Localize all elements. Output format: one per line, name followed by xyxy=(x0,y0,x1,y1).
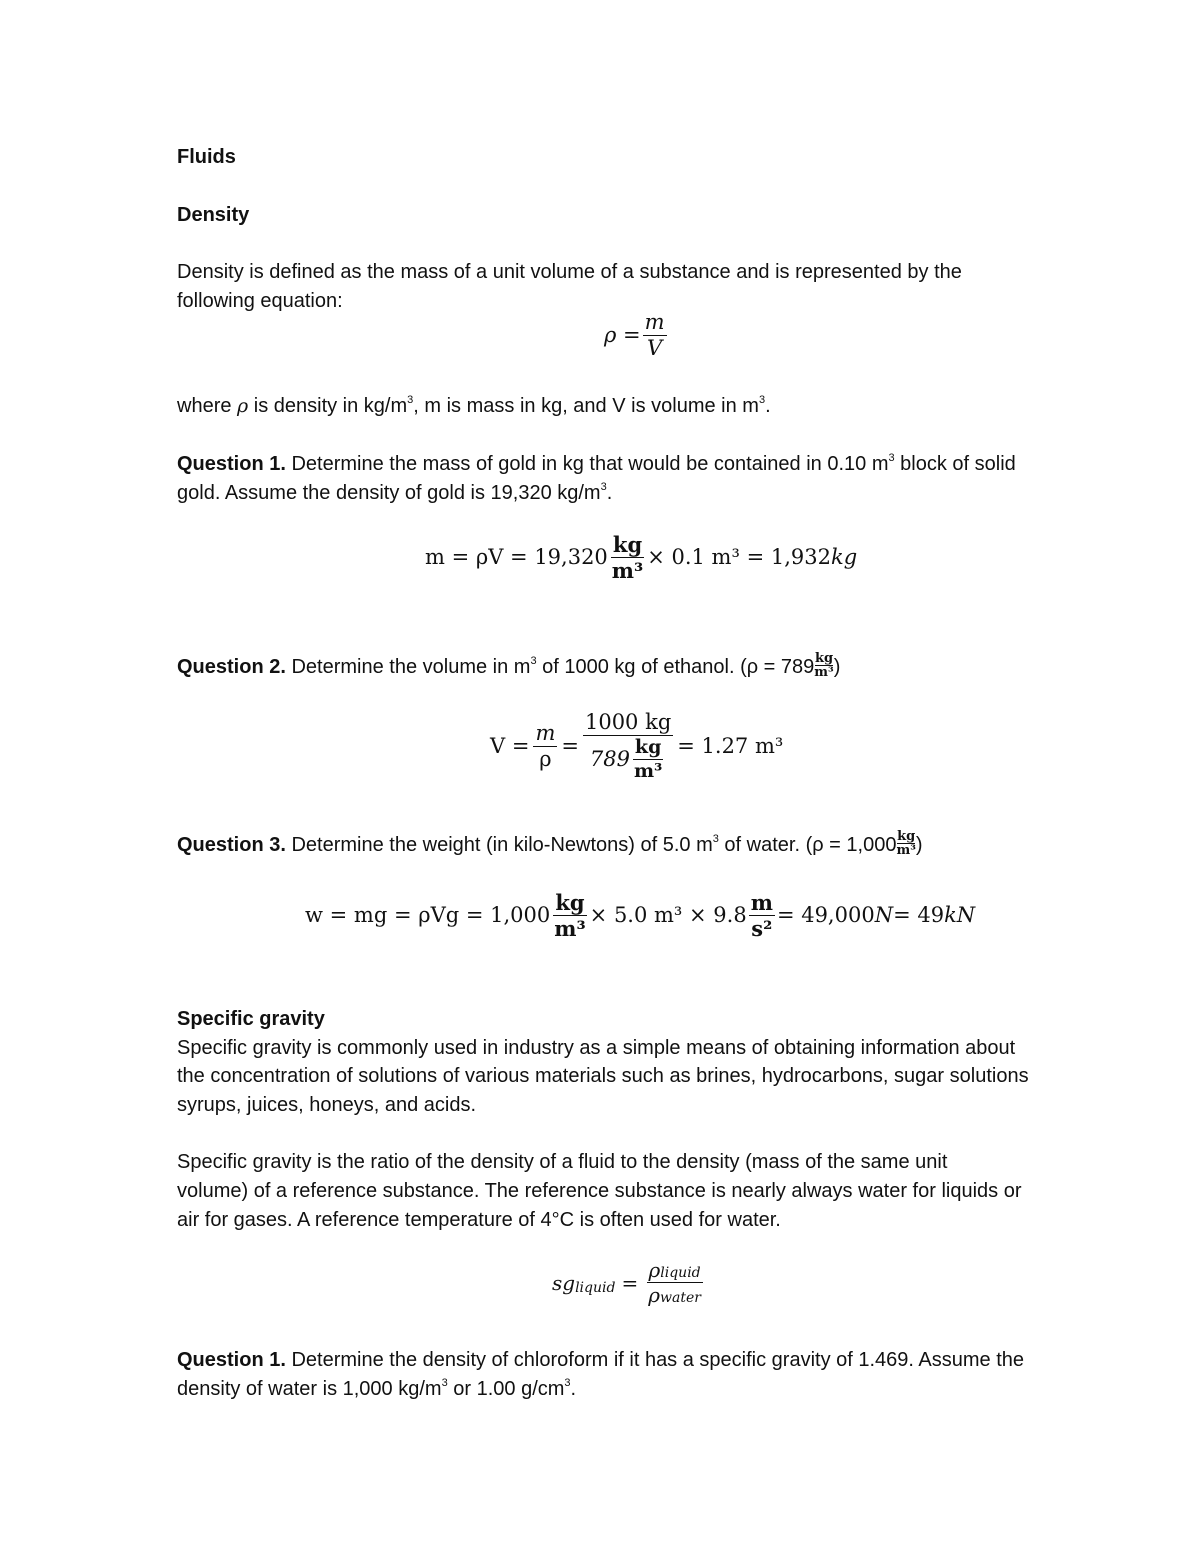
question-2-equation: V = $\frac{m}{\rho}$ = 1000 kg 789 $\frac{kg}{\text{m³}}$ = 1.27 m³ xyxy=(490,710,784,782)
question-3-equation: w = mg = ρVg = 1,000 $\frac{kg}{\text{m³}}$ × 5.0 m³ × 9.8 $\frac{m}{\text{s²}}$ = 49,000 N = 49 kN xyxy=(305,890,976,941)
specific-gravity-fraction: $\frac{\text{ρliquid}}{\text{ρwater}}$ xyxy=(648,1258,701,1307)
sg-question-1-line-1: Question 1. Determine the density of chloroform if it has a specific gravity of 1.469. Assume the xyxy=(177,1349,1025,1371)
density-paragraph-line-1: Density is defined as the mass of a unit volume of a substance and is represented by the xyxy=(177,261,962,283)
question-3-label: Question 3. xyxy=(177,834,286,856)
density-paragraph-line-2: following equation: xyxy=(177,290,343,312)
sg-paragraph-1-line-2: the concentration of solutions of various materials such as brines, hydrocarbons, sugar solutions xyxy=(177,1065,1029,1087)
question-1-line-1: Question 1. Determine the mass of gold in kg that would be contained in 0.10 $m^3$ block of solid xyxy=(177,452,1016,475)
document-title: Fluids xyxy=(177,146,236,168)
density-equation xyxy=(604,312,669,359)
specific-gravity-heading: Specific gravity xyxy=(177,1008,325,1030)
rho-symbol: ρ xyxy=(237,395,249,417)
question-3-line: Question 3. Determine the weight (in kilo-Newtons) of 5.0 $m^3$ of water. (ρ = 1,000 $\frac{kg}{\text{m³}}$ ) xyxy=(177,829,923,859)
density-equation-denominator: V xyxy=(647,336,663,360)
question-1-line-2: gold. Assume the density of gold is 19,320 $kg/m^3$. xyxy=(177,481,613,504)
question-2-fraction-2: 1000 kg 789 $\frac{kg}{\text{m³}}$ xyxy=(584,710,672,782)
question-3-inline-fraction: $\frac{kg}{\text{m³}}$ xyxy=(896,829,916,859)
density-equation-numerator: m xyxy=(644,310,665,334)
question-1-equation-fraction: $\frac{kg}{\text{m³}}$ xyxy=(611,532,644,583)
density-equation-lhs: ρ = xyxy=(604,323,641,347)
density-where-line: where ρ is density in $kg/m^3$, m is mass in kg, and V is volume in $m^3$. xyxy=(177,394,771,417)
question-2-label: Question 2. xyxy=(177,656,286,678)
question-3-fraction-2: $\frac{m}{\text{s²}}$ xyxy=(750,890,773,941)
sg-question-1-label: Question 1. xyxy=(177,1349,286,1371)
sg-question-1-line-2: density of water is 1,000 $kg/m^3$ or 1.00 $g/cm^3$. xyxy=(177,1377,577,1400)
density-heading: Density xyxy=(177,204,250,226)
sg-paragraph-2-line-3: air for gases. A reference temperature of 4°C is often used for water. xyxy=(177,1209,781,1231)
question-3-fraction-1: $\frac{kg}{\text{m³}}$ xyxy=(554,890,586,941)
question-1-label: Question 1. xyxy=(177,453,286,475)
question-2-inline-fraction: $\frac{kg}{\text{m³}}$ xyxy=(814,651,834,681)
sg-paragraph-2-line-1: Specific gravity is the ratio of the density of a fluid to the density (mass of the same unit xyxy=(177,1151,948,1173)
sg-paragraph-1-line-3: syrups, juices, honeys, and acids. xyxy=(177,1094,477,1116)
sg-paragraph-2-line-2: volume) of a reference substance. The reference substance is nearly always water for liquids or xyxy=(177,1180,1022,1202)
density-equation-fraction xyxy=(643,312,667,359)
question-1-equation: m = ρV = 19,320 $\frac{kg}{\text{m³}}$ × 0.1 m³ = 1,932 kg xyxy=(425,532,858,583)
question-2-fraction-1: $\frac{m}{\rho}$ xyxy=(535,721,556,771)
sg-paragraph-1-line-1: Specific gravity is commonly used in industry as a simple means of obtaining information about xyxy=(177,1037,1016,1059)
specific-gravity-equation: sg liquid = $\frac{\text{ρliquid}}{\text{ρwater}}$ xyxy=(552,1258,701,1307)
question-2-line: Question 2. Determine the volume in $m^3$ of 1000 kg of ethanol. (ρ = 789 $\frac{kg}{\text{m³}}$ ) xyxy=(177,651,841,681)
